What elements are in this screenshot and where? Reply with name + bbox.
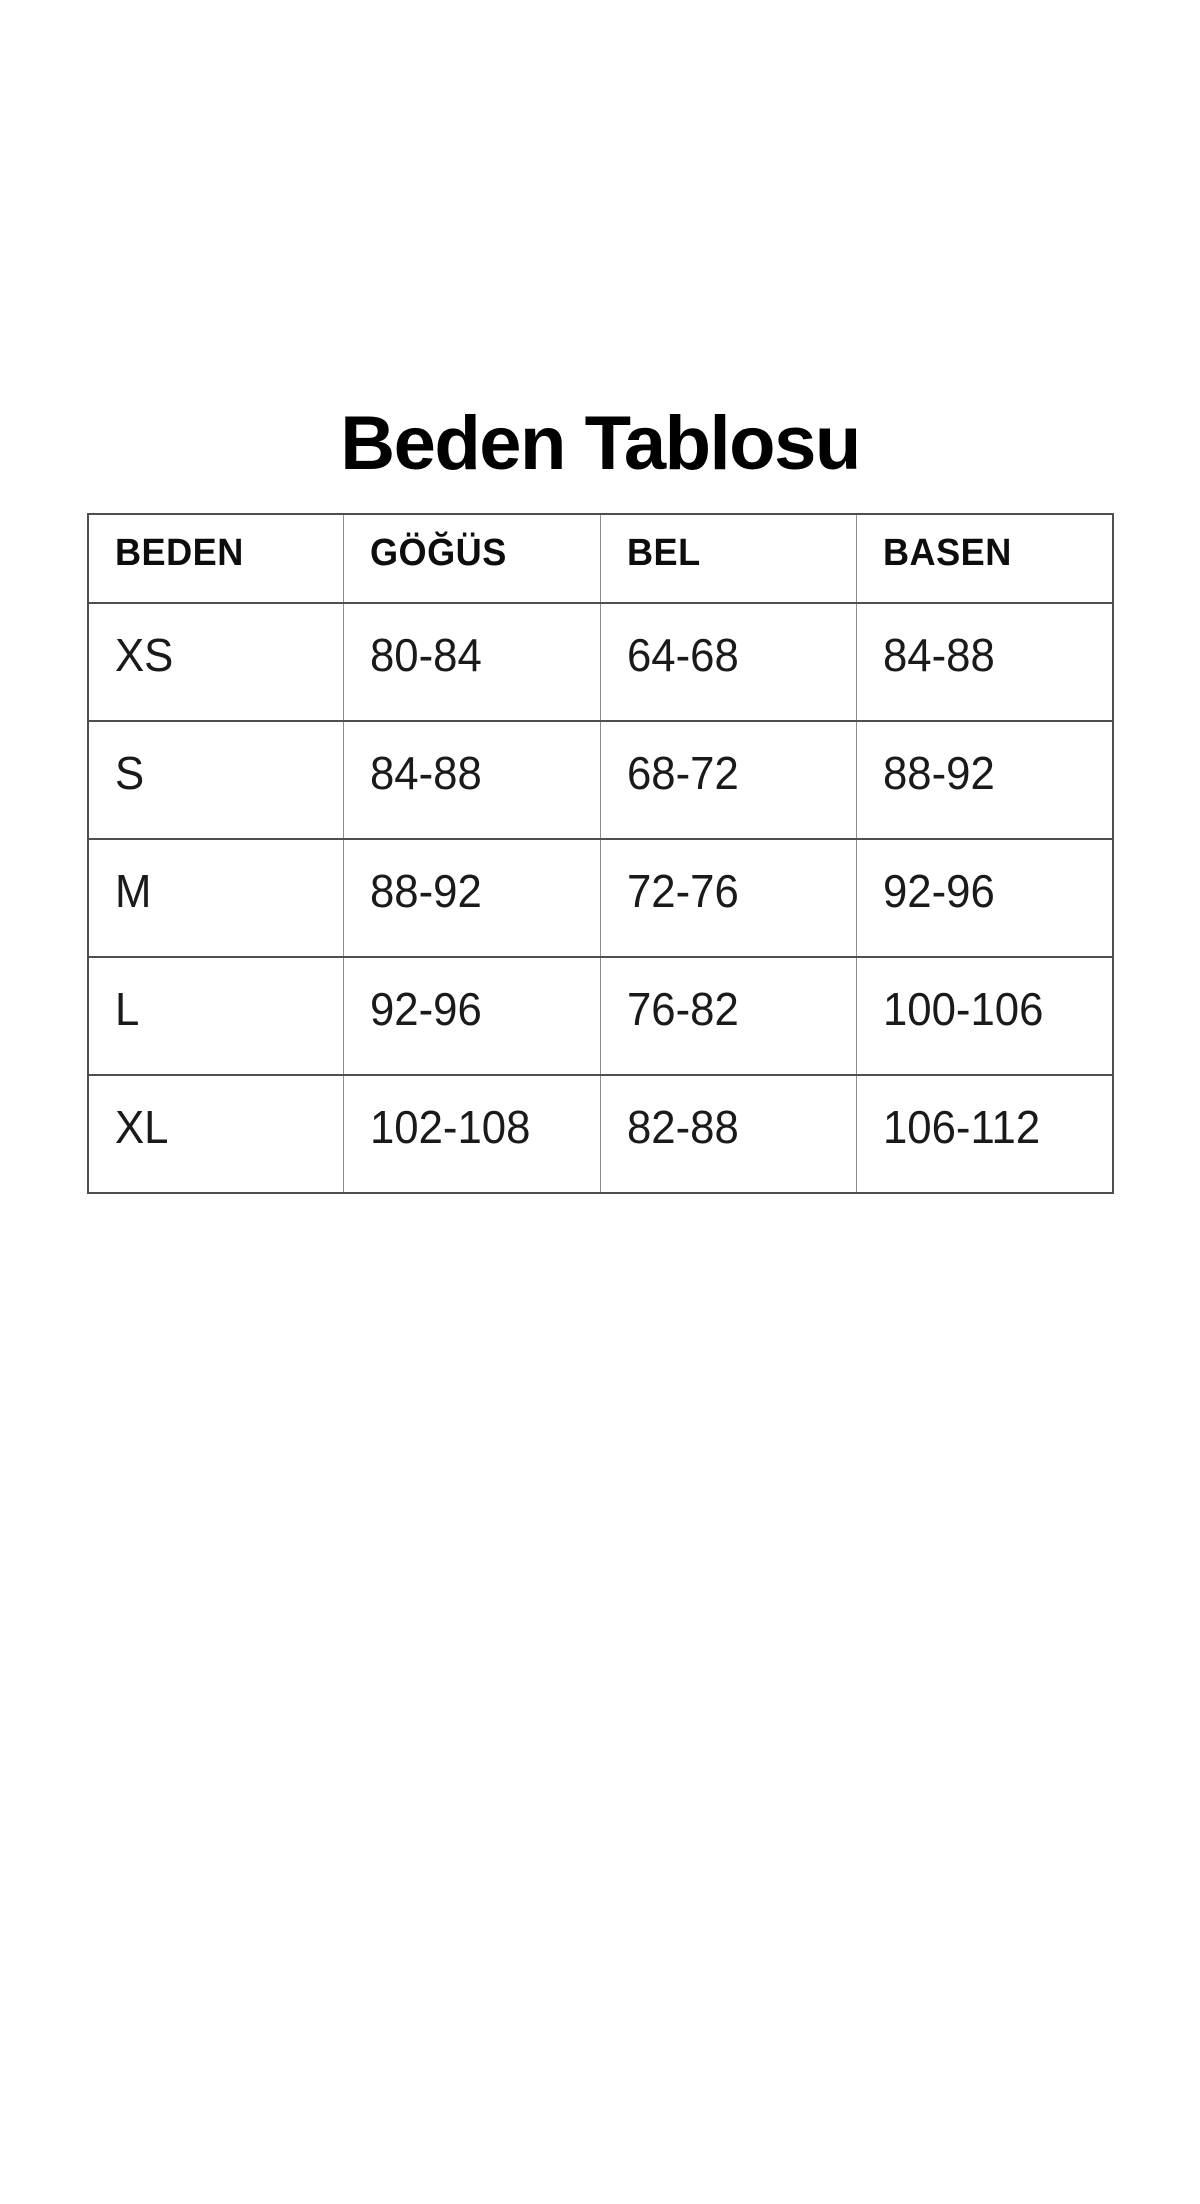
cell-text: 102-108 bbox=[370, 1100, 531, 1153]
cell-m-gogus bbox=[344, 839, 600, 957]
cell-xl-bel bbox=[600, 1075, 856, 1193]
cell-text: 92-96 bbox=[882, 864, 995, 917]
cell-l-basen bbox=[856, 957, 1112, 1075]
table-row-xs bbox=[88, 603, 1113, 721]
cell-l-beden bbox=[88, 957, 344, 1075]
cell-text: XL bbox=[114, 1100, 168, 1153]
header-text: GÖĞÜS bbox=[370, 531, 508, 574]
cell-text: 68-72 bbox=[626, 746, 739, 799]
cell-s-bel bbox=[600, 721, 856, 839]
cell-l-bel bbox=[600, 957, 856, 1075]
size-table bbox=[87, 513, 1114, 1194]
page-title: Beden Tablosu bbox=[340, 401, 860, 486]
cell-xs-beden bbox=[88, 603, 344, 721]
column-header-basen bbox=[856, 514, 1112, 603]
cell-xs-gogus bbox=[344, 603, 600, 721]
cell-text: M bbox=[114, 864, 151, 917]
cell-text: 100-106 bbox=[882, 982, 1044, 1035]
header-text: BEDEN bbox=[114, 531, 244, 574]
cell-text: 80-84 bbox=[370, 628, 483, 681]
table-row-m bbox=[88, 839, 1113, 957]
cell-text: 72-76 bbox=[626, 864, 739, 917]
header-text: BEL bbox=[626, 531, 701, 574]
table-header-row bbox=[88, 514, 1113, 603]
cell-text: 84-88 bbox=[370, 746, 483, 799]
cell-text: 76-82 bbox=[626, 982, 739, 1035]
cell-text: 84-88 bbox=[882, 628, 995, 681]
cell-m-bel bbox=[600, 839, 856, 957]
size-table-head bbox=[88, 514, 1113, 603]
cell-text: 88-92 bbox=[882, 746, 995, 799]
column-header-beden bbox=[88, 514, 344, 603]
column-header-gogus bbox=[344, 514, 600, 603]
cell-xl-basen bbox=[856, 1075, 1112, 1193]
header-text: BASEN bbox=[882, 531, 1012, 574]
cell-text: 106-112 bbox=[882, 1100, 1040, 1153]
cell-text: L bbox=[114, 982, 139, 1035]
cell-l-gogus bbox=[344, 957, 600, 1075]
table-row-xl bbox=[88, 1075, 1113, 1193]
cell-m-beden bbox=[88, 839, 344, 957]
cell-xl-gogus bbox=[344, 1075, 600, 1193]
column-header-bel bbox=[600, 514, 856, 603]
cell-text: 82-88 bbox=[626, 1100, 739, 1153]
cell-text: 88-92 bbox=[370, 864, 483, 917]
table-row-s bbox=[88, 721, 1113, 839]
cell-s-basen bbox=[856, 721, 1112, 839]
cell-m-basen bbox=[856, 839, 1112, 957]
size-table-body bbox=[88, 603, 1113, 1193]
cell-xs-basen bbox=[856, 603, 1112, 721]
cell-xl-beden bbox=[88, 1075, 344, 1193]
cell-s-beden bbox=[88, 721, 344, 839]
size-chart-page bbox=[0, 401, 1200, 1194]
cell-xs-bel bbox=[600, 603, 856, 721]
cell-text: S bbox=[114, 746, 144, 799]
cell-text: 64-68 bbox=[626, 628, 739, 681]
table-row-l bbox=[88, 957, 1113, 1075]
cell-s-gogus bbox=[344, 721, 600, 839]
cell-text: 92-96 bbox=[370, 982, 483, 1035]
cell-text: XS bbox=[114, 628, 173, 681]
